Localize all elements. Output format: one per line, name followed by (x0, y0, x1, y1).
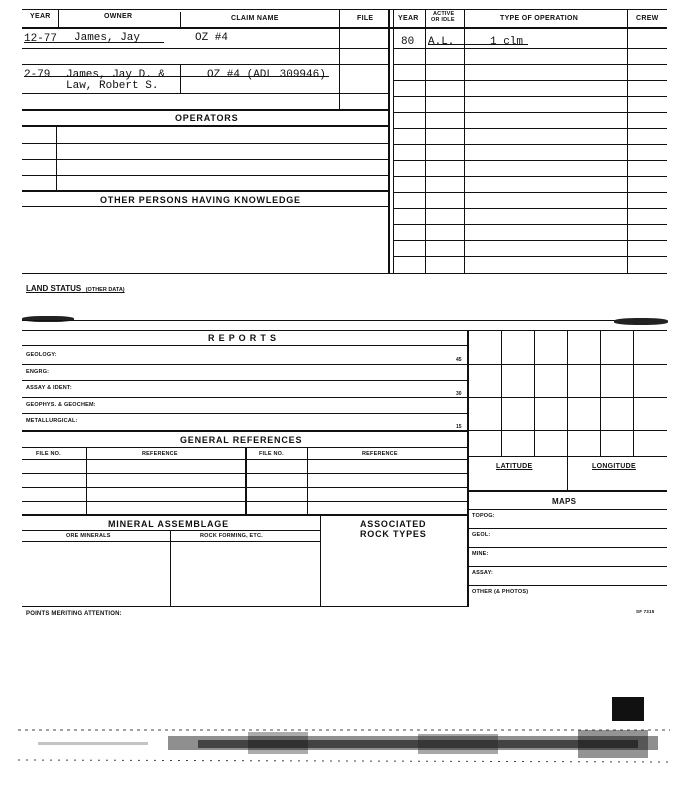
ref-col-sep-1 (86, 447, 87, 515)
ref-reference-2: REFERENCE (362, 451, 398, 457)
activity-rule-3 (393, 80, 667, 81)
owner-row-1-rule (22, 48, 388, 49)
latitude-label: LATITUDE (496, 463, 533, 470)
reports-header-rule (22, 345, 468, 346)
grid-col-1 (501, 330, 502, 456)
land-status-subtitle: (OTHER DATA) (85, 287, 125, 293)
report-engrg: ENGRG: (26, 369, 50, 375)
top-border (22, 9, 667, 10)
reports-rule-2 (22, 380, 468, 381)
operators-title: OPERATORS (175, 113, 239, 123)
smudge-right (614, 318, 668, 325)
report-assay: ASSAY & IDENT: (26, 385, 72, 391)
file-col-sep (339, 27, 340, 110)
grid-row-4 (468, 456, 667, 457)
activity-rule-12 (393, 224, 667, 225)
references-rule-2 (22, 487, 468, 488)
maps-rule-4 (468, 585, 667, 586)
mineral-col-sep (170, 530, 171, 607)
ref-col-sep-3 (307, 447, 308, 515)
references-rule-3 (22, 501, 468, 502)
owner-row-1-owner: James, Jay (74, 32, 141, 44)
maps-assay: ASSAY: (472, 570, 494, 576)
header-claim-name: CLAIM NAME (231, 15, 279, 22)
ref-col-sep-2 (245, 447, 247, 515)
maps-geol: GEOL: (472, 532, 491, 538)
land-status-title: LAND STATUS (26, 284, 82, 293)
owner-row-2-owner: James, Jay D. & (66, 69, 166, 81)
reports-top-rule (22, 330, 667, 331)
activity-rule-4 (393, 96, 667, 97)
maps-rule-2 (468, 547, 667, 548)
activity-rule-13 (393, 240, 667, 241)
references-rule-1 (22, 473, 468, 474)
activity-rule-6 (393, 128, 667, 129)
mineral-bottom-rule (22, 606, 468, 607)
grid-col-3 (567, 330, 568, 490)
mineral-rock-forming: ROCK FORMING, ETC. (200, 533, 263, 539)
activity-operation: 1 clm (490, 36, 524, 48)
maps-mine: MINE: (472, 551, 489, 557)
header-owner: OWNER (104, 13, 133, 20)
activity-rule-1 (393, 48, 667, 49)
hdr-sep-1 (58, 9, 59, 27)
activity-rule-5 (393, 112, 667, 113)
general-references-title: GENERAL REFERENCES (180, 435, 303, 445)
activity-rule-9 (393, 176, 667, 177)
associated-title-2: ROCK TYPES (360, 529, 427, 539)
operators-top-rule (22, 109, 388, 111)
report-mark-15: 15 (456, 424, 462, 430)
reports-rule-4 (22, 413, 468, 414)
report-metallurgical: METALLURGICAL: (26, 418, 78, 424)
grid-col-5 (633, 330, 634, 456)
owner-row-2-strike (24, 76, 329, 77)
black-square (612, 697, 644, 721)
scan-noise-band (18, 722, 670, 776)
header-crew: CREW (636, 15, 659, 22)
grid-row-2 (468, 397, 667, 398)
other-persons-rule (22, 206, 388, 207)
grid-row-3 (468, 430, 667, 431)
maps-title: MAPS (552, 497, 577, 506)
maps-topog: TOPOG: (472, 513, 495, 519)
activity-rule-8 (393, 160, 667, 161)
mineral-ore-minerals: ORE MINERALS (66, 533, 111, 539)
owner-col-sep (180, 64, 181, 94)
header-file: FILE (357, 15, 374, 22)
mineral-assoc-sep (320, 515, 321, 607)
report-mark-45: 45 (456, 357, 462, 363)
operators-rule-3 (22, 175, 388, 176)
ref-file-no-1: FILE NO. (36, 451, 61, 457)
activity-rule-2 (393, 64, 667, 65)
activity-strike (428, 44, 528, 45)
mineral-col-header-rule (22, 541, 320, 542)
smudge-left (22, 316, 74, 322)
maps-rule-1 (468, 528, 667, 529)
owner-row-2-year: 2-79 (24, 69, 51, 81)
owner-row-1-year: 12-77 (24, 33, 58, 45)
owner-row-rule-2 (22, 64, 388, 65)
reports-title: R E P O R T S (208, 333, 277, 343)
mineral-assemblage-title: MINERAL ASSEMBLAGE (108, 519, 229, 529)
hdr-sep-3 (339, 9, 340, 27)
reports-rule-1 (22, 364, 468, 365)
associated-title-1: ASSOCIATED (360, 519, 427, 529)
report-mark-30: 30 (456, 391, 462, 397)
reports-bottom-rule (22, 430, 468, 432)
header-year-right: YEAR (398, 15, 419, 22)
land-status-bottom-rule (22, 320, 667, 321)
references-bottom-rule (22, 514, 468, 516)
owner-row-2-claim: OZ #4 (ADL 309946) (207, 69, 326, 81)
hdr-sep-2 (180, 12, 181, 27)
form-number: SF 7315 (636, 609, 655, 614)
activity-rule-11 (393, 208, 667, 209)
ref-file-no-2: FILE NO. (259, 451, 284, 457)
grid-col-4 (600, 330, 601, 456)
operators-rule-1 (22, 143, 388, 144)
owner-row-rule-3 (22, 93, 388, 94)
owner-row-2-owner-2: Law, Robert S. (66, 80, 159, 92)
report-geology: GEOLOGY: (26, 352, 57, 358)
operators-rule-2 (22, 159, 388, 160)
report-geophys: GEOPHYS. & GEOCHEM: (26, 402, 96, 408)
owner-row-1-strike (24, 42, 164, 43)
longitude-label: LONGITUDE (592, 463, 636, 470)
mineral-header-rule (22, 530, 320, 531)
activity-rule-7 (393, 144, 667, 145)
reports-rule-3 (22, 397, 468, 398)
other-persons-title: OTHER PERSONS HAVING KNOWLEDGE (100, 195, 301, 205)
activity-status: A.L. (428, 36, 455, 48)
header-type-of-operation: TYPE OF OPERATION (500, 15, 579, 22)
activity-rule-14 (393, 256, 667, 257)
operators-rule-4 (22, 190, 388, 192)
maps-header-rule (468, 509, 667, 510)
maps-other: OTHER (& PHOTOS) (472, 589, 529, 595)
points-meriting-attention: POINTS MERITING ATTENTION: (26, 611, 122, 617)
grid-row-1 (468, 364, 667, 365)
hdr-sep-4 (388, 9, 390, 274)
owner-row-1-claim: OZ #4 (195, 32, 229, 44)
ref-reference-1: REFERENCE (142, 451, 178, 457)
activity-bottom-rule (22, 273, 667, 274)
operators-bottom-rule (22, 125, 388, 127)
maps-rule-3 (468, 566, 667, 567)
header-year: YEAR (30, 13, 51, 20)
maps-top-rule (468, 490, 667, 492)
activity-rule-10 (393, 192, 667, 193)
header-or-idle: OR IDLE (431, 17, 455, 23)
header-bottom-rule (22, 27, 667, 29)
header-active: ACTIVE (433, 11, 455, 17)
grid-col-2 (534, 330, 535, 456)
activity-year: 80 (401, 36, 415, 48)
land-status-label (26, 278, 125, 296)
